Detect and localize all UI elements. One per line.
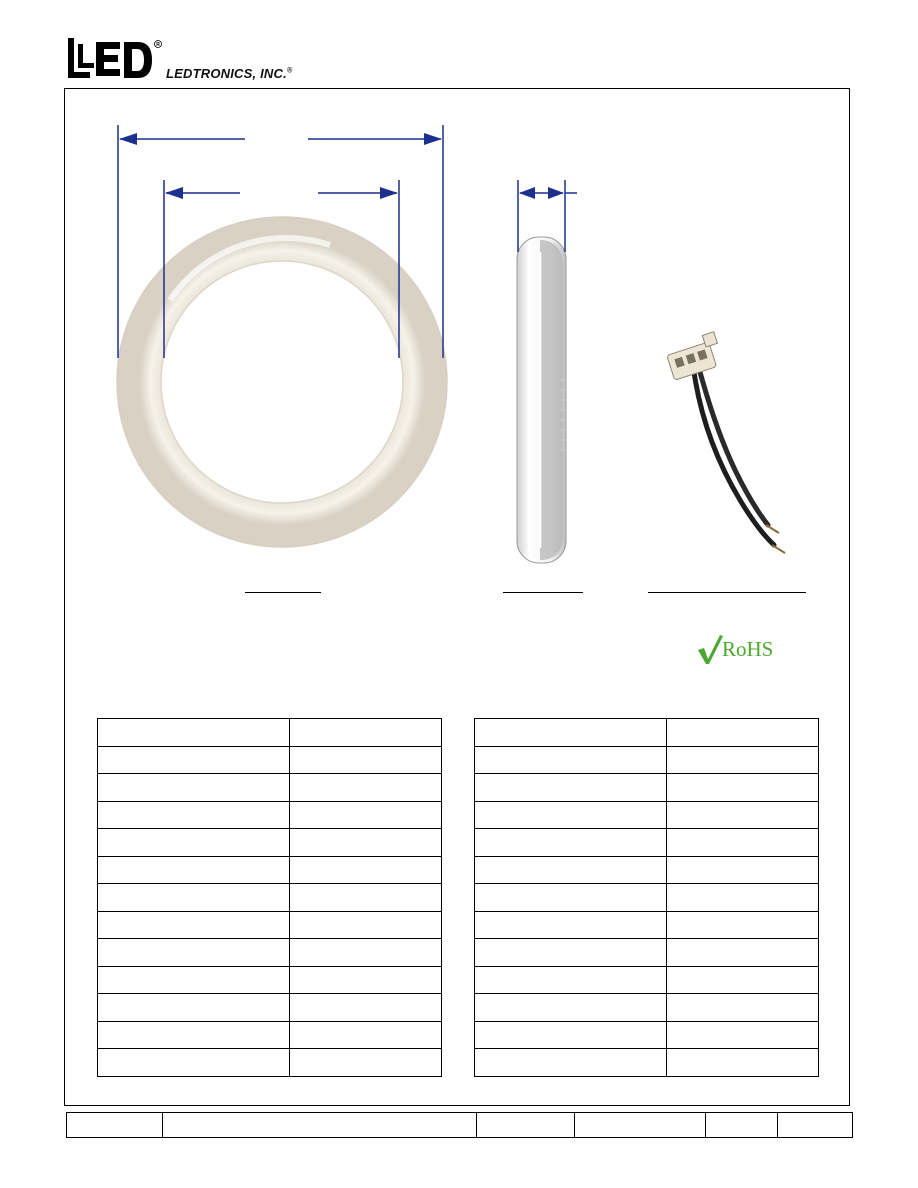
spec-label: [98, 966, 290, 994]
spec-value: [667, 856, 819, 884]
footer-cell: [477, 1113, 575, 1138]
spec-label: [475, 1049, 667, 1077]
spec-label: [98, 746, 290, 774]
table-row: [475, 746, 819, 774]
checkmark-icon: [698, 635, 723, 664]
spec-label: [98, 1021, 290, 1049]
spec-value: [290, 994, 442, 1022]
table-row: [475, 1021, 819, 1049]
spec-value: [290, 856, 442, 884]
spec-value: [290, 966, 442, 994]
spec-label: [475, 856, 667, 884]
table-row: [475, 856, 819, 884]
spec-value: [667, 994, 819, 1022]
table-row: [475, 911, 819, 939]
spec-value: [290, 1049, 442, 1077]
spec-value: [667, 1021, 819, 1049]
spec-value: [290, 801, 442, 829]
rohs-text: RoHS: [722, 637, 774, 661]
footer-cell: [706, 1113, 778, 1138]
spec-label: [98, 1049, 290, 1077]
footer-cell: [163, 1113, 477, 1138]
spec-label: [98, 774, 290, 802]
table-row: [98, 911, 442, 939]
spec-label: [98, 994, 290, 1022]
spec-label: [98, 719, 290, 747]
spec-label: [98, 939, 290, 967]
footer-title-block: [66, 1112, 853, 1138]
spec-value: [290, 939, 442, 967]
svg-text:R: R: [156, 41, 160, 48]
spec-value: [667, 1049, 819, 1077]
spec-value: [667, 911, 819, 939]
spec-label: [475, 994, 667, 1022]
front-view-ring: [117, 217, 447, 547]
spec-value: [290, 1021, 442, 1049]
table-row: [475, 994, 819, 1022]
table-row: [475, 829, 819, 857]
spec-value: [667, 801, 819, 829]
table-row: [98, 856, 442, 884]
spec-label: [98, 829, 290, 857]
side-view-underline: [503, 592, 583, 593]
table-row: [475, 719, 819, 747]
table-row: [98, 801, 442, 829]
table-row: [98, 1021, 442, 1049]
table-row: [98, 994, 442, 1022]
table-row: [98, 719, 442, 747]
table-row: [475, 939, 819, 967]
spec-label: [475, 719, 667, 747]
spec-value: [290, 911, 442, 939]
company-name: LEDTRONICS, INC.®: [166, 66, 293, 81]
spec-label: [475, 966, 667, 994]
front-view-underline: [245, 592, 321, 593]
table-row: [475, 884, 819, 912]
table-row: [475, 774, 819, 802]
spec-value: [290, 829, 442, 857]
spec-label: [475, 911, 667, 939]
spec-value: [290, 719, 442, 747]
side-view-ring: [517, 237, 566, 563]
spec-label: [475, 801, 667, 829]
spec-label: [98, 856, 290, 884]
spec-label: [475, 774, 667, 802]
spec-value: [290, 774, 442, 802]
spec-label: [98, 911, 290, 939]
connector-view-underline: [648, 592, 806, 593]
table-row: [98, 829, 442, 857]
table-row: [475, 966, 819, 994]
footer-cell: [778, 1113, 853, 1138]
footer-cell: [575, 1113, 706, 1138]
spec-value: [290, 884, 442, 912]
spec-value: [667, 774, 819, 802]
spec-label: [475, 884, 667, 912]
table-row: [475, 1049, 819, 1077]
spec-table-right: [474, 718, 819, 1077]
table-row: [98, 746, 442, 774]
table-row: [98, 774, 442, 802]
table-row: [98, 1049, 442, 1077]
spec-label: [475, 829, 667, 857]
spec-value: [667, 966, 819, 994]
spec-value: [667, 884, 819, 912]
table-row: [98, 966, 442, 994]
spec-label: [475, 746, 667, 774]
spec-label: [98, 801, 290, 829]
spec-value: [667, 829, 819, 857]
connector-with-leads: [664, 332, 785, 553]
spec-value: [290, 746, 442, 774]
rohs-compliance-mark: [696, 632, 786, 666]
spec-label: [475, 939, 667, 967]
table-row: [98, 884, 442, 912]
spec-value: [667, 719, 819, 747]
footer-cell: [67, 1113, 163, 1138]
table-row: [98, 939, 442, 967]
spec-table-left: [97, 718, 442, 1077]
table-row: [475, 801, 819, 829]
spec-label: [475, 1021, 667, 1049]
spec-label: [98, 884, 290, 912]
spec-value: [667, 939, 819, 967]
spec-value: [667, 746, 819, 774]
